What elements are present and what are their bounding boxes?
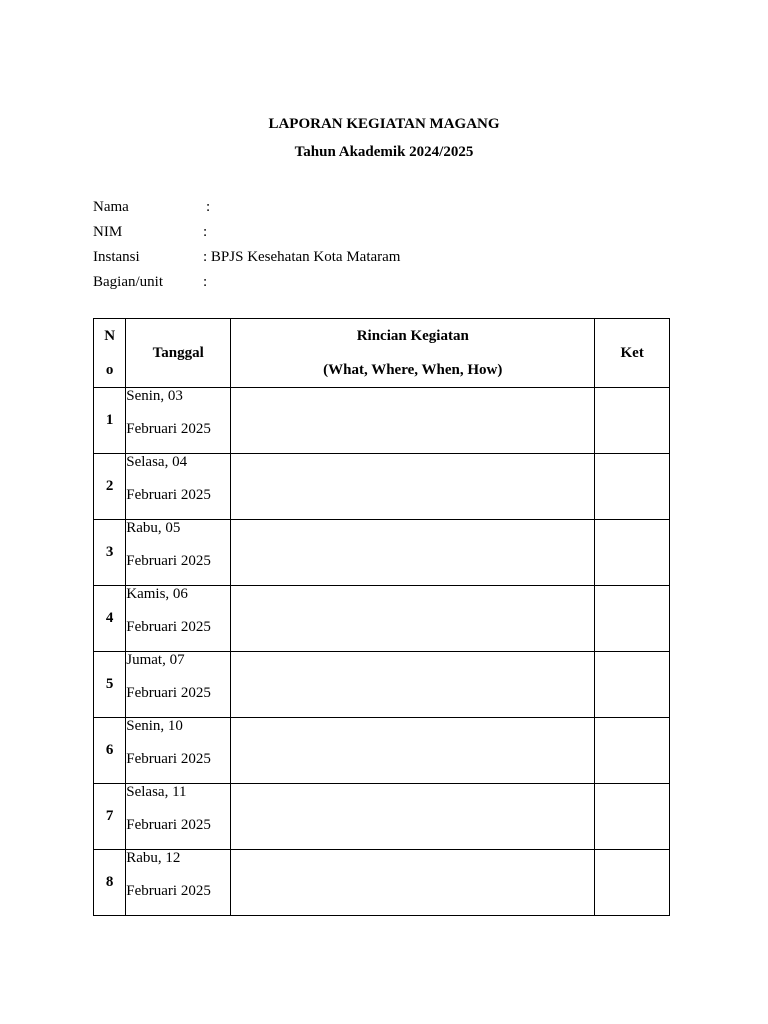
row-date [126,850,231,916]
table-row [94,454,670,520]
info-row-instansi [93,248,400,266]
row-ket[interactable] [595,586,670,652]
row-date-month: Februari 2025 [126,751,211,767]
header-no-line2: o [105,362,114,378]
row-date [126,652,231,718]
info-value: : BPJS Kesehatan Kota Mataram [203,249,401,265]
info-value: : [203,224,208,240]
row-date [126,784,231,850]
header-detail [231,319,595,388]
row-detail[interactable] [231,586,595,652]
row-ket[interactable] [595,718,670,784]
row-date-day: Jumat, 07 [126,652,185,668]
info-row-nim [93,223,207,241]
info-label: NIM [93,224,123,240]
row-date [126,520,231,586]
row-date-day: Rabu, 05 [126,520,181,536]
row-ket[interactable] [595,850,670,916]
row-date [126,454,231,520]
header-detail-line2: (What, Where, When, How) [323,362,503,378]
row-date-month: Februari 2025 [126,817,211,833]
info-row-bagian [93,273,207,291]
row-date-month: Februari 2025 [126,883,211,899]
document-title: LAPORAN KEGIATAN MAGANG [268,116,500,132]
header-detail-line1: Rincian Kegiatan [356,328,469,344]
row-date-day: Kamis, 06 [126,586,188,602]
row-ket[interactable] [595,784,670,850]
row-detail[interactable] [231,652,595,718]
row-ket[interactable] [595,652,670,718]
row-number: 1 [94,388,126,454]
row-date-month: Februari 2025 [126,487,211,503]
info-label: Nama [93,199,129,215]
row-ket[interactable] [595,520,670,586]
table-row [94,388,670,454]
header-no [94,319,126,388]
row-number: 2 [94,454,126,520]
table-header-row [94,319,670,388]
header-ket: Ket [595,319,670,388]
row-detail[interactable] [231,388,595,454]
activity-table [93,318,670,916]
table-row [94,652,670,718]
row-date-month: Februari 2025 [126,421,211,437]
row-date-month: Februari 2025 [126,685,211,701]
row-date [126,718,231,784]
row-number: 6 [94,718,126,784]
row-date-day: Rabu, 12 [126,850,181,866]
info-label: Instansi [93,249,140,265]
row-date-month: Februari 2025 [126,619,211,635]
row-number: 7 [94,784,126,850]
row-ket[interactable] [595,388,670,454]
info-value: : [206,199,211,215]
row-date [126,388,231,454]
row-detail[interactable] [231,850,595,916]
info-value: : [203,274,208,290]
header-date: Tanggal [126,319,231,388]
row-date [126,586,231,652]
row-number: 5 [94,652,126,718]
row-date-day: Selasa, 04 [126,454,188,470]
info-label: Bagian/unit [93,274,163,290]
row-detail[interactable] [231,784,595,850]
row-date-day: Senin, 03 [126,388,183,404]
table-row [94,586,670,652]
row-date-month: Februari 2025 [126,553,211,569]
row-ket[interactable] [595,454,670,520]
row-number: 4 [94,586,126,652]
row-detail[interactable] [231,454,595,520]
document-subtitle: Tahun Akademik 2024/2025 [294,144,474,160]
table-row [94,784,670,850]
header-no-line1: N [104,328,116,344]
row-date-day: Selasa, 11 [126,784,187,800]
table-row [94,520,670,586]
table-row [94,718,670,784]
row-detail[interactable] [231,718,595,784]
row-detail[interactable] [231,520,595,586]
table-row [94,850,670,916]
info-row-nama [93,198,210,216]
row-number: 3 [94,520,126,586]
row-date-day: Senin, 10 [126,718,183,734]
row-number: 8 [94,850,126,916]
